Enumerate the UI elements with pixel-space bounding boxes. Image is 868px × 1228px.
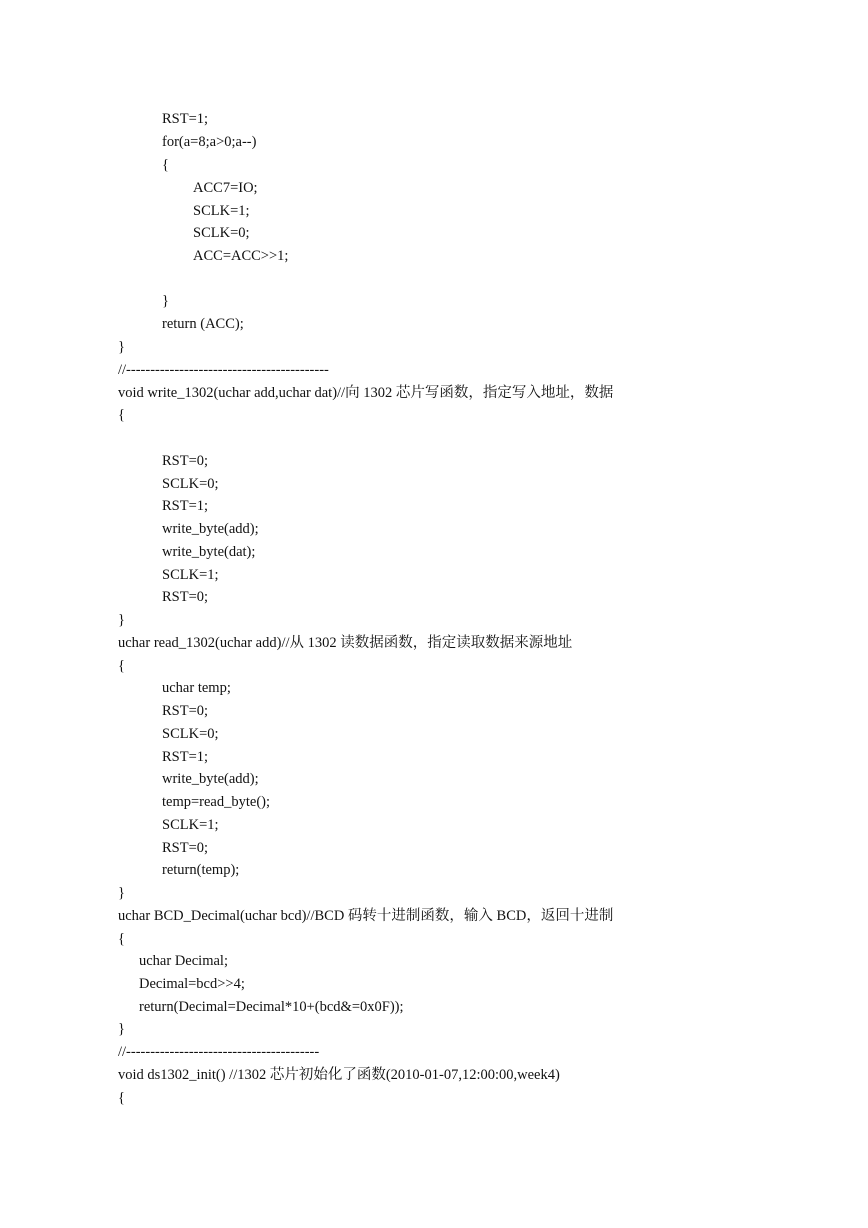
code-line: void ds1302_init() //1302 芯片初始化了函数(2010-01-07,12:00:00,week4): [118, 1067, 560, 1083]
code-line: write_byte(dat);: [162, 544, 256, 560]
code-line: {: [118, 1090, 125, 1106]
code-line: //----------------------------------------: [118, 1044, 320, 1060]
code-line: return (ACC);: [162, 316, 244, 332]
code-line: write_byte(add);: [162, 771, 259, 787]
code-line: RST=0;: [162, 703, 209, 719]
code-line: RST=1;: [162, 498, 209, 514]
code-line: }: [118, 1021, 125, 1037]
code-line: }: [118, 612, 125, 628]
code-line: uchar Decimal;: [139, 953, 228, 969]
code-line: for(a=8;a>0;a--): [162, 134, 257, 150]
code-line: uchar read_1302(uchar add)//从 1302 读数据函数，指定读取数据来源地址: [118, 635, 573, 651]
code-line: RST=1;: [162, 749, 209, 765]
code-line: {: [118, 931, 125, 947]
code-line: {: [162, 157, 169, 173]
code-line: RST=0;: [162, 453, 209, 469]
code-line: SCLK=0;: [162, 726, 219, 742]
code-line: void write_1302(uchar add,uchar dat)//向 1302 芯片写函数，指定写入地址，数据: [118, 385, 614, 401]
code-line: RST=0;: [162, 840, 209, 856]
code-line: return(Decimal=Decimal*10+(bcd&=0x0F));: [139, 999, 404, 1015]
code-line: //------------------------------------------: [118, 362, 329, 378]
code-line: {: [118, 658, 125, 674]
code-line: SCLK=0;: [193, 225, 250, 241]
code-line: SCLK=1;: [162, 817, 219, 833]
code-line: SCLK=0;: [162, 476, 219, 492]
code-line: write_byte(add);: [162, 521, 259, 537]
code-line: ACC7=IO;: [193, 180, 258, 196]
code-line: SCLK=1;: [162, 567, 219, 583]
code-line: }: [118, 885, 125, 901]
code-line: ACC=ACC>>1;: [193, 248, 289, 264]
code-line: uchar temp;: [162, 680, 231, 696]
code-line: }: [118, 339, 125, 355]
code-line: temp=read_byte();: [162, 794, 271, 810]
code-line: }: [162, 293, 169, 309]
code-line: RST=1;: [162, 111, 209, 127]
code-line: RST=0;: [162, 589, 209, 605]
code-line: uchar BCD_Decimal(uchar bcd)//BCD 码转十进制函数，输入 BCD，返回十进制: [118, 908, 614, 924]
code-line: SCLK=1;: [193, 203, 250, 219]
code-line: Decimal=bcd>>4;: [139, 976, 245, 992]
code-line: return(temp);: [162, 862, 240, 878]
code-line: {: [118, 407, 125, 423]
